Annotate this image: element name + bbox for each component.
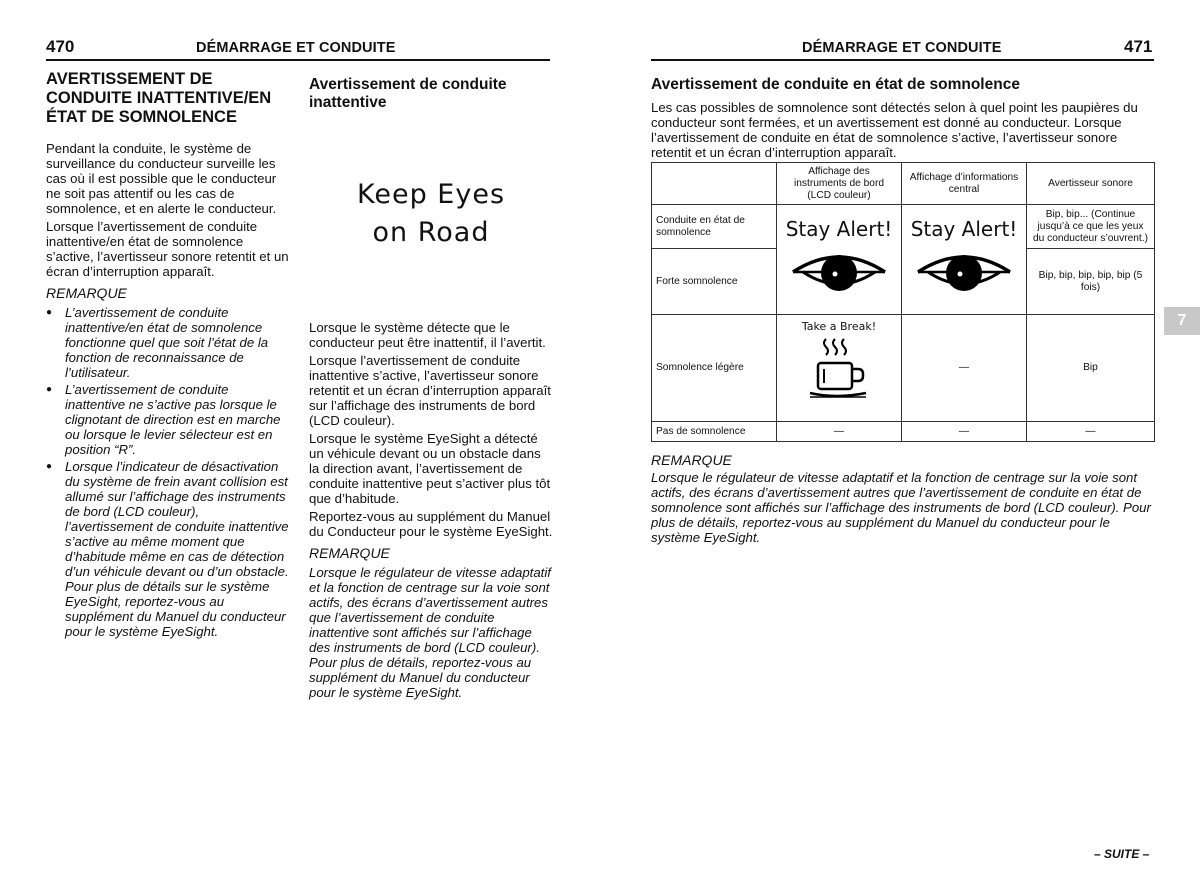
remark-item: ● Lorsque l’indicateur de désactivation du système de frein avant collision est allumé sur l’affichage des instruments de bord (LCD couleur), l’avertissement de conduite inattentive s’active au même moment que d’habitude même en cas de détection d’un véhicule devant ou d’un obstacle. Pour plus de détails sur le système EyeSight, reportez-vous au supplément du Manuel du conducteur pour le système EyeSight. — [46, 459, 290, 639]
keep-eyes-display-line1: Keep Eyes — [356, 179, 506, 210]
keep-eyes-display-line2: on Road — [372, 217, 490, 248]
continued-footer: – SUITE – — [1094, 847, 1150, 861]
remark-text: Lorsque le régulateur de vitesse adaptatif et la fonction de centrage sur la voie sont actifs, des écrans d’avertissement autres que l’avertissement de conduite inattentive sont affichés sur l’affichage des instruments de bord (LCD couleur). Pour plus de détails, reportez-vous au supplément du Manuel du conducteur pour le système EyeSight. — [309, 565, 551, 700]
eye-icon — [914, 246, 1014, 302]
table-header-row — [652, 163, 1155, 205]
paragraph: Reportez-vous au supplément du Manuel du Conducteur pour le système EyeSight. — [309, 509, 553, 539]
remark-heading: REMARQUE — [46, 285, 127, 301]
table-cell: — — [902, 422, 1027, 442]
sound-cell: Bip, bip, bip, bip, bip (5 fois) — [1027, 249, 1155, 315]
remark-item: ● L’avertissement de conduite inattentive/en état de somnolence fonctionne quel que soit l’état de la fonction de reconnaissance de l’utilisateur. — [46, 305, 290, 380]
remark-list — [46, 305, 290, 639]
table-row — [652, 315, 1155, 422]
eye-icon — [789, 246, 889, 302]
stay-alert-display-cell — [777, 205, 902, 315]
subsection-title: Avertissement de conduite en état de somnolence — [651, 76, 1020, 93]
row-label: Conduite en état de somnolence — [652, 205, 777, 249]
left-column-2 — [309, 76, 553, 703]
table-corner-cell — [652, 163, 777, 205]
take-a-break-display-cell — [777, 315, 902, 422]
stay-alert-text: Stay Alert! — [910, 216, 1018, 241]
left-column-1 — [46, 70, 290, 641]
header-rule-left — [46, 59, 550, 61]
table-cell: — — [777, 422, 902, 442]
coffee-cup-icon — [804, 335, 874, 401]
stay-alert-display-cell-center — [902, 205, 1027, 315]
row-label: Forte somnolence — [652, 249, 777, 315]
remark-heading: REMARQUE — [309, 545, 390, 561]
right-column — [651, 76, 1156, 548]
header-title-left: DÉMARRAGE ET CONDUITE — [196, 40, 396, 56]
page-number-right: 471 — [1124, 37, 1153, 56]
sound-cell: Bip — [1027, 315, 1155, 422]
table-row — [652, 422, 1155, 442]
paragraph: Lorsque l’avertissement de conduite inattentive s’active, l’avertisseur sonore retentit et un écran d’interruption apparaît sur l’affichage des instruments de bord (LCD couleur). — [309, 353, 551, 428]
paragraph: Lorsque l’avertissement de conduite inattentive/en état de somnolence s’active, l’avertisseur sonore retentit et un écran d’interruption apparaît. — [46, 219, 289, 279]
drowsiness-table — [651, 162, 1155, 442]
remark-item: ● L’avertissement de conduite inattentive ne s’active pas lorsque le clignotant de direction est en marche ou lorsque le levier sélecteur est en position “R”. — [46, 382, 290, 457]
stay-alert-text: Stay Alert! — [785, 216, 893, 241]
paragraph: Lorsque le système EyeSight a détecté un véhicule devant ou un obstacle dans la direction avant, l’avertissement de conduite inattentive peut s’activer plus tôt que d’habitude. — [309, 431, 551, 506]
table-header-cell: Avertisseur sonore — [1027, 163, 1155, 205]
header-title-right: DÉMARRAGE ET CONDUITE — [802, 40, 1002, 56]
table-row — [652, 205, 1155, 249]
paragraph: Lorsque le système détecte que le conducteur peut être inattentif, il l’avertit. — [309, 320, 546, 350]
paragraph: Pendant la conduite, le système de surveillance du conducteur surveille les cas où il est possible que le conducteur ne soit pas attentif ou les cas de somnolence, et en alerte le conducteur. — [46, 141, 277, 216]
header-rule-right — [651, 59, 1154, 61]
table-header-cell: Affichage des instruments de bord (LCD couleur) — [777, 163, 902, 205]
chapter-tab: 7 — [1164, 307, 1200, 335]
subsection-title: Avertissement de conduite inattentive — [309, 76, 507, 111]
table-cell: — — [1027, 422, 1155, 442]
take-a-break-text: Take a Break! — [801, 320, 877, 333]
remark-text: Lorsque le régulateur de vitesse adaptatif et la fonction de centrage sur la voie sont actifs, des écrans d’avertissement autres que l’avertissement de conduite en état de somnolence sont affichés sur l’affichage des instruments de bord (LCD couleur). Pour plus de détails, reportez-vous au supplément du Manuel du conducteur pour le système EyeSight. — [651, 470, 1151, 545]
table-header-cell: Affichage d’informations central — [902, 163, 1027, 205]
center-display-cell: — — [902, 315, 1027, 422]
row-label: Somnolence légère — [652, 315, 777, 422]
remark-heading: REMARQUE — [651, 452, 732, 468]
sound-cell: Bip, bip... (Continue jusqu’à ce que les yeux du conducteur s’ouvrent.) — [1027, 205, 1155, 249]
page-number-left: 470 — [46, 37, 75, 56]
paragraph: Les cas possibles de somnolence sont détectés selon à quel point les paupières du conducteur sont fermées, et un avertissement est donné au conducteur. Lorsque l’avertissement de conduite en état de somnolence s’active, l’avertisseur sonore retentit et un écran d’interruption apparaît. — [651, 100, 1138, 160]
section-title: AVERTISSEMENT DE CONDUITE INATTENTIVE/EN ÉTAT DE SOMNOLENCE — [46, 70, 272, 126]
row-label: Pas de somnolence — [652, 422, 777, 442]
